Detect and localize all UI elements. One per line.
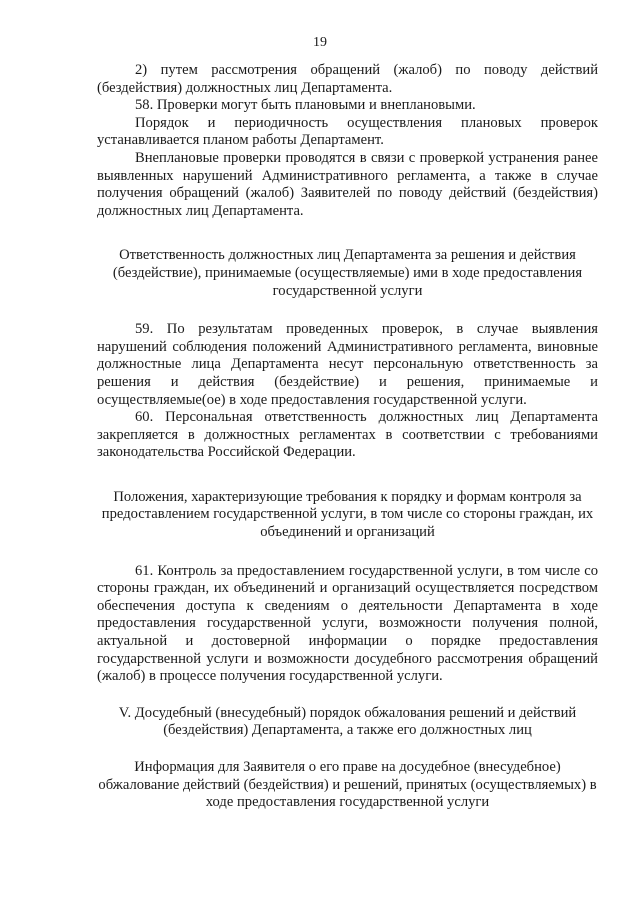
section-heading-responsibility: Ответственность должностных лиц Департамента за решения и действия (бездействие), принимаемые (осуществляемые) ими в ходе предоставления государственной услуги: [112, 247, 583, 299]
section-heading-control: Положения, характеризующие требования к порядку и формам контроля за предоставлением государственной услуги, в том числе со стороны граждан, их объединений и организаций: [101, 488, 594, 541]
spacer: [97, 542, 598, 563]
paragraph-60: 60. Персональная ответственность должностных лиц Департамента закрепляется в должностных регламентах в соответствии с требованиями законодательства Российской Федерации.: [97, 409, 598, 461]
paragraph-unplanned-checks: Внеплановые проверки проводятся в связи с проверкой устранения ранее выявленных нарушений Административного регламента, а также в случае получения обращений (жалоб) Заявителей по поводу действий (бездействия) должностных лиц Департамента.: [97, 149, 598, 219]
paragraph-item-2: 2) путем рассмотрения обращений (жалоб) по поводу действий (бездействия) должностных лиц Департамента.: [97, 62, 598, 96]
spacer: [97, 462, 598, 489]
section-heading-appeal-info: Информация для Заявителя о его праве на досудебное (внесудебное) обжалование действий (бездействия) и решений, принятых (осуществляемых) в ходе предоставления государственной услуги: [98, 759, 597, 811]
page-number: 19: [313, 35, 327, 50]
paragraph-58: 58. Проверки могут быть плановыми и внеплановыми.: [135, 97, 476, 114]
chapter-heading-v: V. Досудебный (внесудебный) порядок обжалования решений и действий (бездействия) Департамента, а также его должностных лиц: [118, 704, 577, 739]
spacer: [97, 740, 598, 759]
spacer: [97, 300, 598, 321]
paragraph-61: 61. Контроль за предоставлением государственной услуги, в том числе со стороны граждан, их объединений и организаций осуществляется посредством обеспечения доступа к сведениям о деятельности Департамента в ходе предоставления государственной услуги, возможности получения полной, актуальной и достоверной информации о порядке предоставления государственной услуги и возможности досудебного рассмотрения обращений (жалоб) в процессе получения государственной услуги.: [97, 562, 598, 685]
paragraph-59: 59. По результатам проведенных проверок, в случае выявления нарушений соблюдения положений Административного регламента, виновные должностные лица Департамента несут персональную ответственность за решения и действия (бездействие) и решения, принимаемые и осуществляемые(ое) в ходе предоставления государственной услуги.: [97, 321, 598, 408]
spacer: [97, 686, 598, 705]
document-body: [97, 62, 598, 812]
spacer: [97, 220, 598, 247]
paragraph-planned-checks: Порядок и периодичность осуществления плановых проверок устанавливается планом работы Департамент.: [97, 114, 598, 149]
